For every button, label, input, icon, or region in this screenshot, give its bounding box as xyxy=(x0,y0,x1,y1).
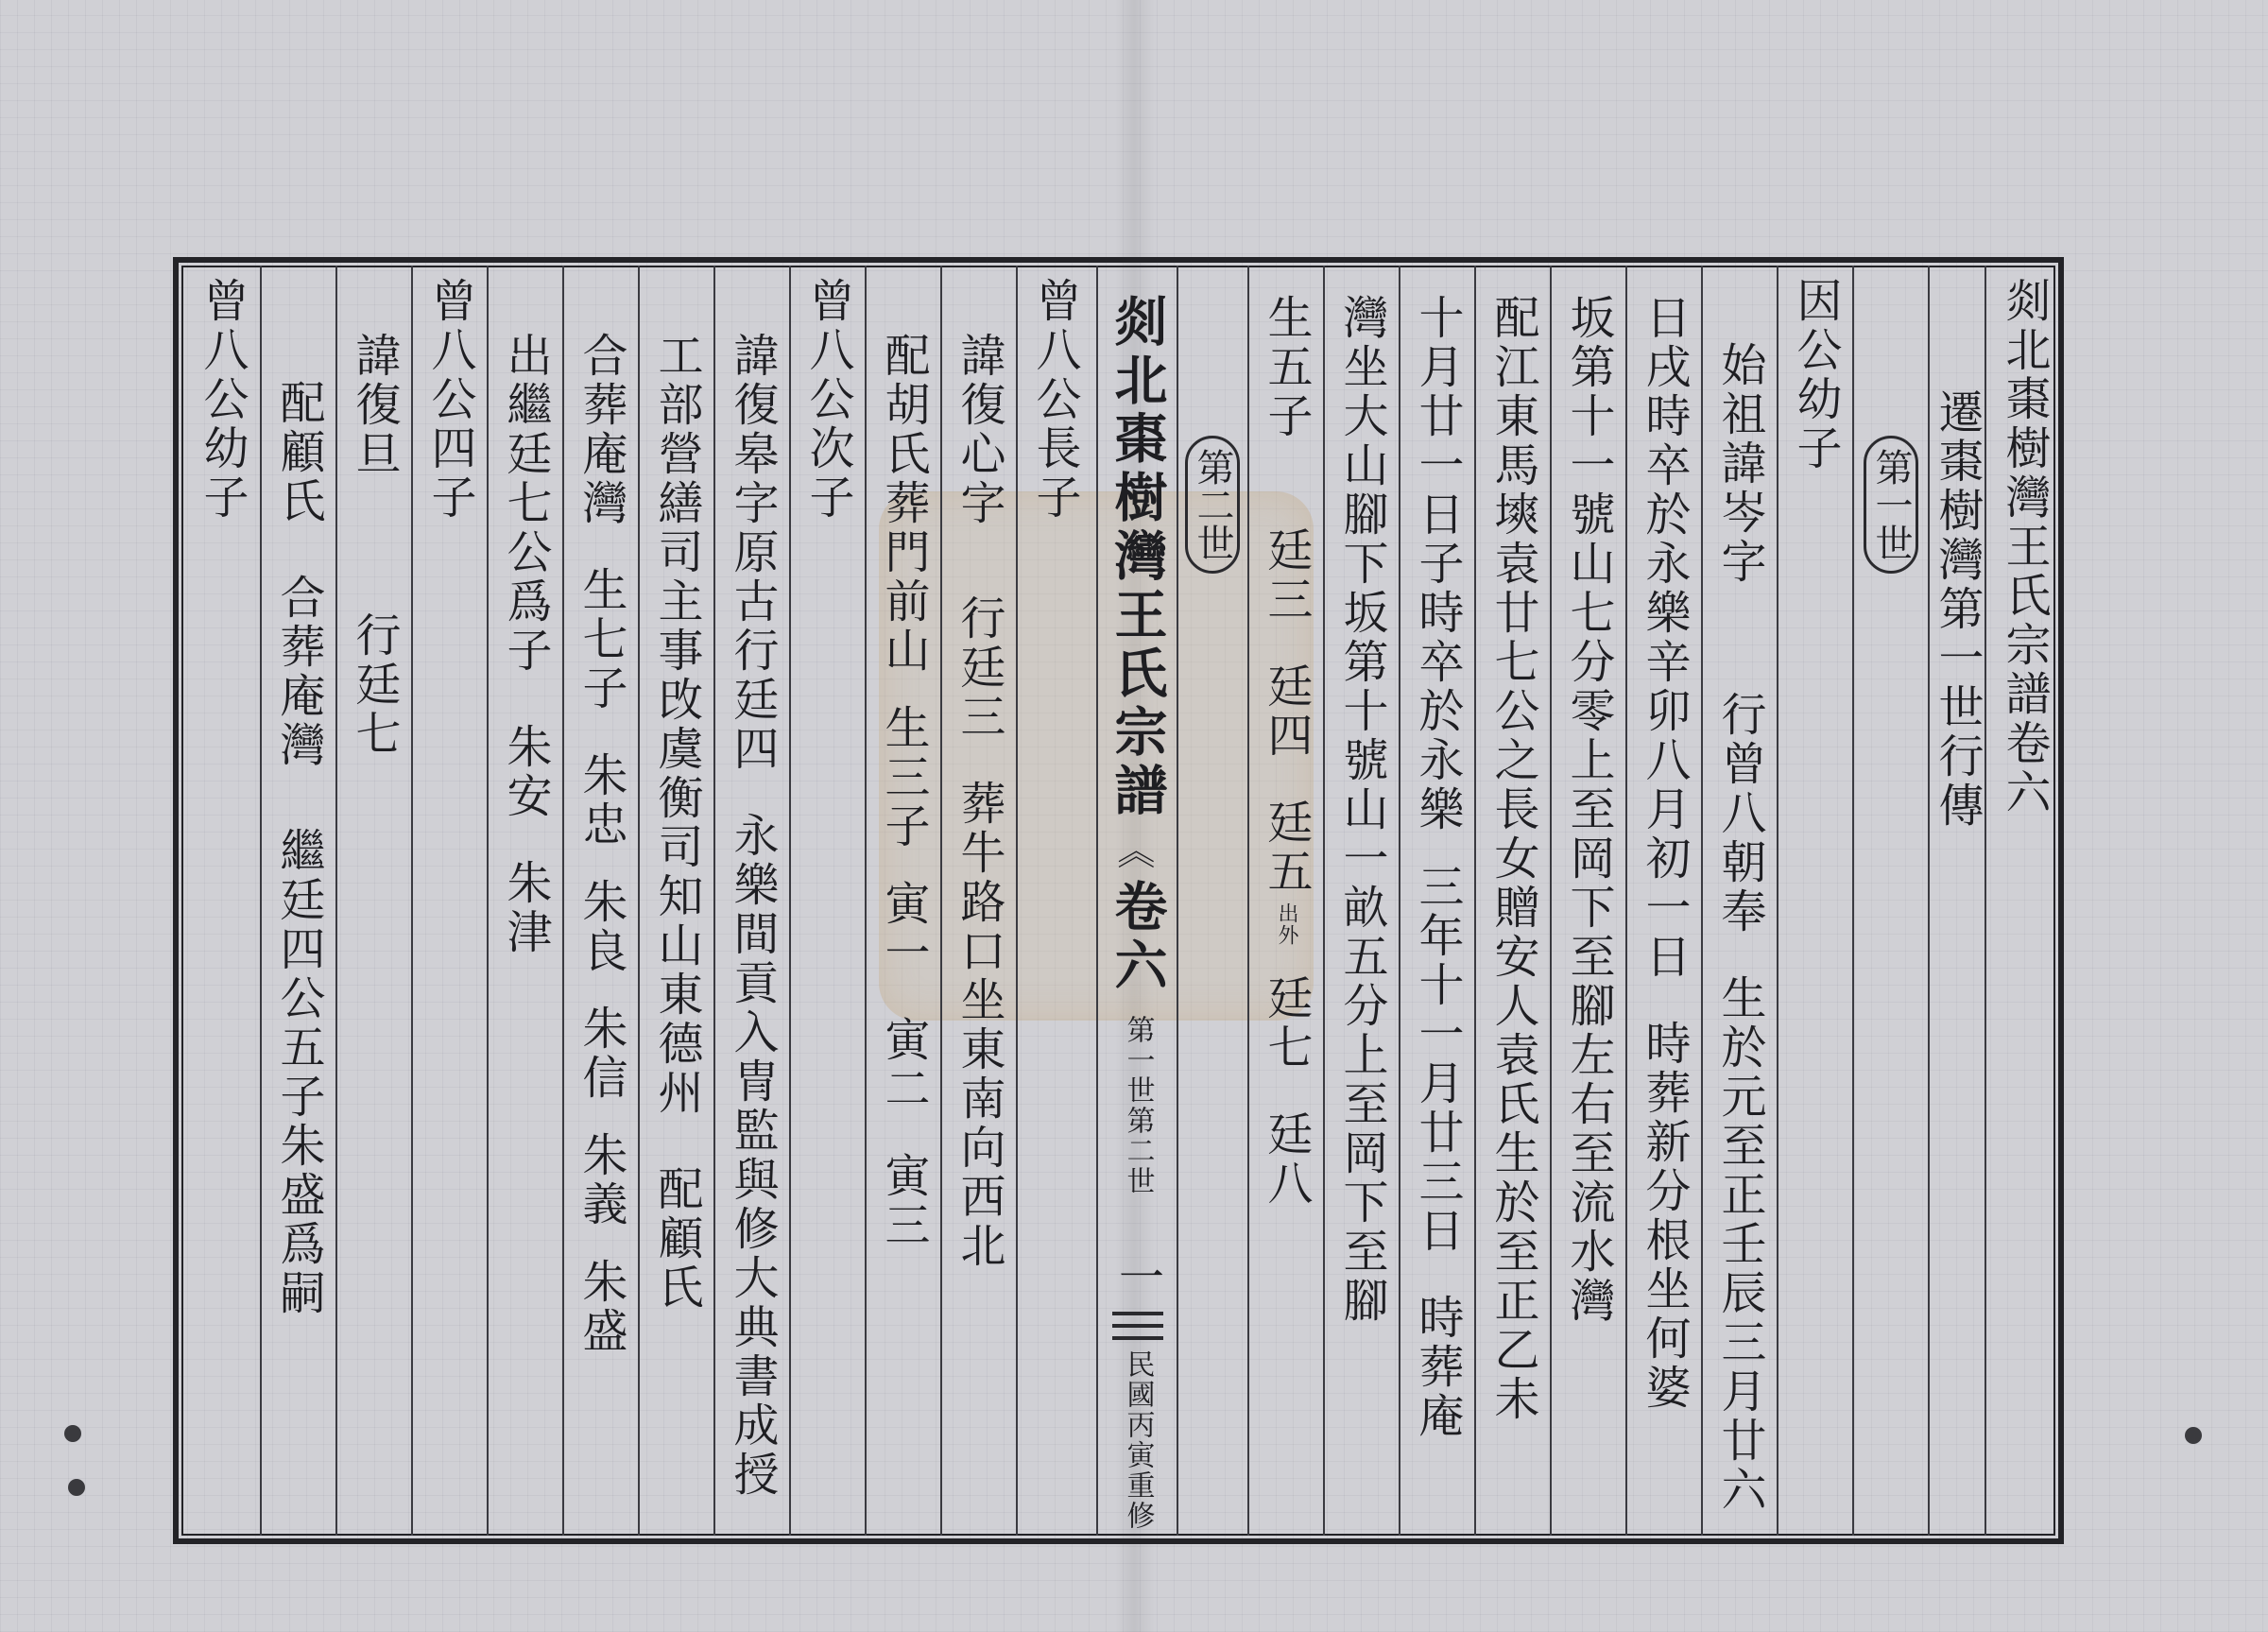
generation-mark-first: 第一世 xyxy=(1864,436,1918,574)
son-name: 廷三 xyxy=(1260,526,1313,625)
person-career: 永樂間貢入冑監與修大典書成授 xyxy=(726,812,779,1500)
entry-heading: 曾八公幼子 xyxy=(196,277,249,523)
son-name: 寅三 xyxy=(877,1152,930,1250)
left-column-4 xyxy=(791,266,865,1536)
son-name: 朱安 xyxy=(499,723,552,821)
left-column-1 xyxy=(1018,266,1091,1536)
son-name: 廷四 xyxy=(1260,662,1313,761)
text-column-6 xyxy=(1325,266,1399,1536)
text-column-4 xyxy=(1476,266,1550,1536)
son-name: 朱盛 xyxy=(575,1258,627,1356)
entry-heading: 曾八公次子 xyxy=(801,277,854,523)
left-column-7 xyxy=(564,266,638,1536)
spine-volume: 卷六 xyxy=(1106,879,1169,996)
son-name: 廷五 xyxy=(1260,799,1313,897)
son-name: 朱忠 xyxy=(575,751,627,850)
ancestor-burial: 時葬新分根坐何婆 xyxy=(1638,1020,1691,1413)
fish-tail-lines-icon xyxy=(1112,1312,1163,1340)
entry-name-column xyxy=(1778,266,1852,1536)
spine-title: 剡北棗樹灣王氏宗譜 xyxy=(1106,294,1169,821)
burial-info: 合葬庵灣 xyxy=(272,574,325,770)
entry-heading: 曾八公長子 xyxy=(1028,277,1081,523)
left-column-8 xyxy=(489,266,562,1536)
spine-page-number: 一 xyxy=(1110,1253,1164,1302)
son-name: 寅二 xyxy=(877,1016,930,1114)
adoption-note: 出繼廷七公爲子 xyxy=(499,332,552,676)
generation-mark-column xyxy=(1854,266,1928,1536)
text-column-5 xyxy=(1400,266,1474,1536)
spouse-birth: 十月廿一日子時卒於永樂 xyxy=(1411,294,1464,834)
son-name: 朱津 xyxy=(499,859,552,957)
son-name: 朱信 xyxy=(575,1005,627,1103)
heir-note: 繼廷四公五子朱盛爲嗣 xyxy=(272,827,325,1318)
binding-hole xyxy=(68,1479,85,1496)
left-column-3 xyxy=(867,266,940,1536)
son-name: 朱良 xyxy=(575,878,627,976)
ancestor-name: 始祖諱岑字 xyxy=(1713,341,1766,587)
entry-name: 因公幼子 xyxy=(1789,277,1842,473)
text-column-7 xyxy=(1249,266,1323,1536)
spine-section: 第一世第二世 xyxy=(1121,1015,1155,1196)
person-name: 諱復皋字原古行廷四 xyxy=(726,332,779,774)
spine-rule-right xyxy=(1177,266,1178,1536)
sons-count: 生三子 xyxy=(877,704,930,851)
person-name: 諱復旦 xyxy=(348,332,401,479)
entry-heading: 曾八公四子 xyxy=(423,277,476,523)
son-note: 出外 xyxy=(1275,902,1298,946)
son-name: 廷七 xyxy=(1260,974,1313,1073)
spouse-info: 配胡氏葬門前山 xyxy=(877,332,930,676)
binding-hole xyxy=(2185,1427,2202,1444)
binding-hole xyxy=(64,1425,81,1442)
spine-edition: 民國丙寅重修 xyxy=(1121,1349,1155,1531)
son-name: 朱義 xyxy=(575,1131,627,1229)
text-column-1 xyxy=(1703,266,1777,1536)
spouse-info: 配顧氏 xyxy=(650,1165,703,1313)
burial-info: 合葬庵灣 xyxy=(575,332,627,528)
text-column-3 xyxy=(1552,266,1625,1536)
person-rank: 行廷七 xyxy=(348,611,401,759)
running-title: 剡北棗樹灣王氏宗譜卷六 xyxy=(1998,277,2051,817)
sons-count: 生七子 xyxy=(575,566,627,713)
left-column-12 xyxy=(184,266,260,1536)
left-column-10 xyxy=(337,266,411,1536)
son-name: 寅一 xyxy=(877,880,930,978)
spouse-burial-location: 灣坐大山腳下坂第十號山一畝五分上至岡下至腳 xyxy=(1335,294,1388,1326)
section-title: 遷棗樹灣第一世行傳 xyxy=(1931,388,1984,831)
person-rank: 行廷三 xyxy=(953,594,1005,742)
spouse-death: 三年十一月廿三日 xyxy=(1411,863,1464,1256)
burial-location: 坂第十一號山七分零上至岡下至腳左右至流水灣 xyxy=(1562,294,1615,1326)
spine-generation-column xyxy=(1179,266,1246,1536)
spouse-info: 配顧氏 xyxy=(272,379,325,526)
text-column-2 xyxy=(1627,266,1701,1536)
son-name: 廷八 xyxy=(1260,1110,1313,1209)
person-name: 諱復心字 xyxy=(953,332,1005,528)
ancestor-death: 日戌時卒於永樂辛卯八月初一日 xyxy=(1638,294,1691,982)
spouse-burial: 時葬庵 xyxy=(1411,1294,1464,1441)
running-title-column xyxy=(1988,266,2060,1536)
column-rule xyxy=(1984,266,1986,1536)
sons-count: 生五子 xyxy=(1260,294,1313,441)
left-column-5 xyxy=(715,266,789,1536)
left-column-11 xyxy=(262,266,335,1536)
section-title-column xyxy=(1930,266,1984,1536)
left-column-9 xyxy=(413,266,487,1536)
left-column-6 xyxy=(640,266,713,1536)
person-office: 工部營繕司主事攺虞衡司知山東德州 xyxy=(650,332,703,1118)
ancestor-rank: 行曾八朝奉 xyxy=(1713,691,1766,936)
person-burial: 葬牛路口坐東南向西北 xyxy=(953,780,1005,1271)
center-spine xyxy=(1098,266,1177,1536)
left-column-2 xyxy=(942,266,1016,1536)
fish-tail-mark-icon: 《 xyxy=(1112,831,1156,869)
generation-mark-second: 第二世 xyxy=(1185,436,1240,574)
ancestor-birth: 生於元至正壬辰三月廿六 xyxy=(1713,974,1766,1515)
spouse-info: 配江東馬塽袁廿七公之長女贈安人袁氏生於至正乙未 xyxy=(1486,294,1539,1424)
